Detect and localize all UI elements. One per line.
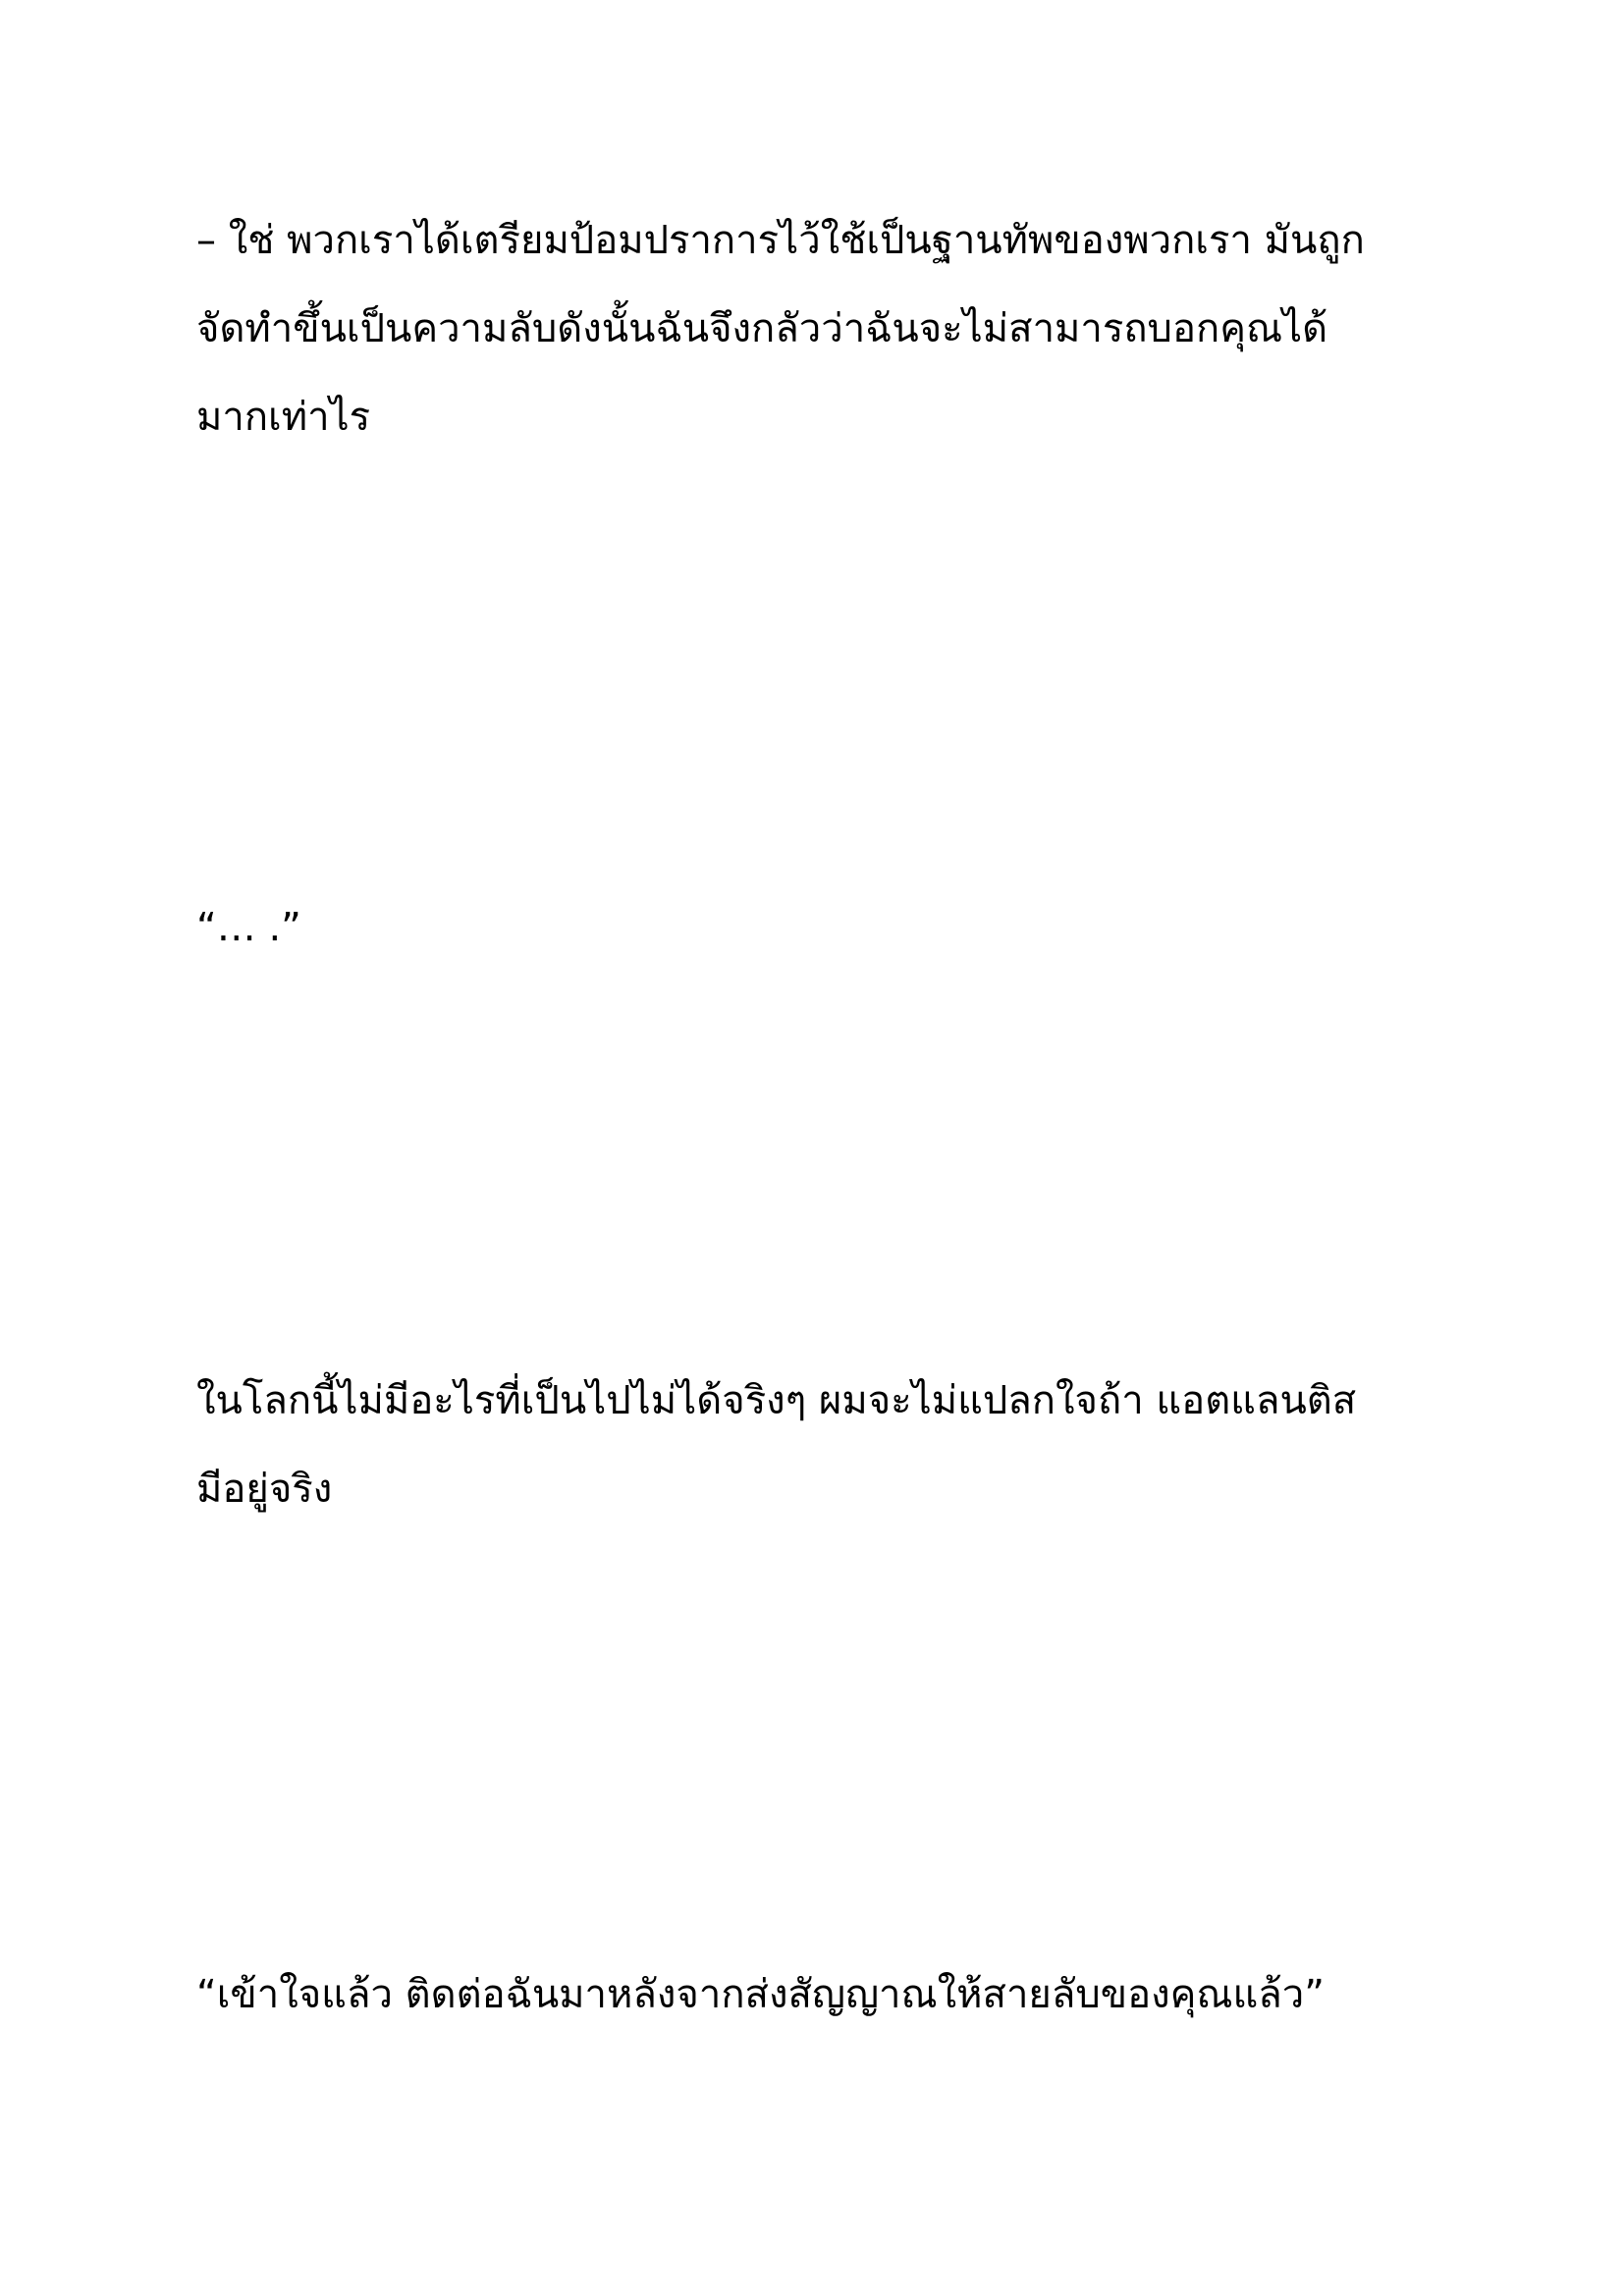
paragraph-fortress-base bbox=[196, 196, 1473, 461]
text-line: มากเท่าไร bbox=[196, 395, 371, 440]
text-line: – ใช่ พวกเราได้เตรียมป้อมปราการไว้ใช้เป็นฐานทัพของพวกเรา มันถูก bbox=[196, 218, 1365, 263]
paragraph-atlantis bbox=[196, 1357, 1473, 1533]
text-line: ในโลกนี้ไม่มีอะไรที่เป็นไปไม่ได้จริงๆ ผมจะไม่แปลกใจถ้า แอตแลนติส bbox=[196, 1378, 1357, 1423]
paragraph-understood bbox=[196, 1950, 1473, 2039]
text-line: จัดทำขึ้นเป็นความลับดังนั้นฉันจึงกลัวว่าฉันจะไม่สามารถบอกคุณได้ bbox=[196, 306, 1328, 351]
text-line: “เข้าใจแล้ว ติดต่อฉันมาหลังจากส่งสัญญาณให้สายลับของคุณแล้ว” bbox=[196, 1972, 1325, 2017]
paragraph-ellipsis bbox=[196, 883, 1473, 972]
text-line: มีอยู่จริง bbox=[196, 1467, 333, 1512]
text-line: “… .” bbox=[196, 905, 301, 950]
